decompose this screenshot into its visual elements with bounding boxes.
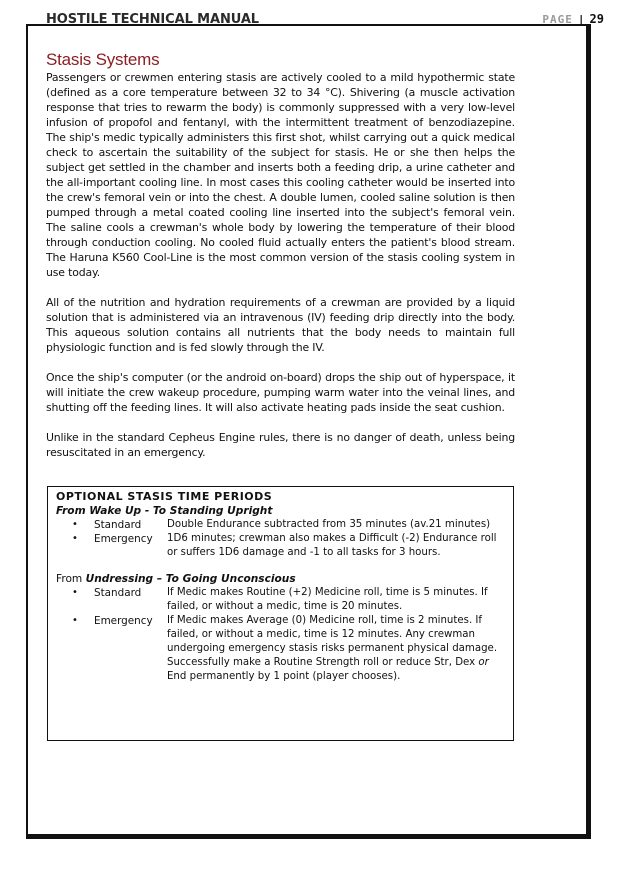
wake-up-standard-item bbox=[56, 518, 505, 532]
page-separator: | bbox=[577, 12, 585, 26]
paragraph-3: Once the ship's computer (or the android on-board) drops the ship out of hyperspace, it will initiate the crew wakeup procedure, pumping warm water into the veinal lines, and shutting off the feeding lines. It will also activate heating pads inside the seat cushion. bbox=[46, 371, 515, 414]
undressing-emergency-text-after: End permanently by 1 point (player chooses). bbox=[167, 671, 401, 682]
wake-up-heading: From Wake Up - To Standing Upright bbox=[56, 505, 273, 517]
wake-up-emergency-text: 1D6 minutes; crewman also makes a Difficult (-2) Endurance roll or suffers 1D6 damage and -1 to all tasks for 3 hours. bbox=[167, 533, 497, 558]
wake-up-standard-text: Double Endurance subtracted from 35 minutes (av.21 minutes) bbox=[167, 519, 491, 530]
paragraph-2: All of the nutrition and hydration requirements of a crewman are provided by a liquid solution that is administered via an intravenous (IV) feeding drip directly into the body. This aqueous solution contains all nutrients that the body needs to maintain full physiologic function and is fed slowly through the IV. bbox=[46, 296, 515, 354]
paragraph-1: Passengers or crewmen entering stasis are actively cooled to a mild hypothermic state (defined as a core temperature between 32 to 34 °C). Shivering (a muscle activation response that tries to rewarm the body) is commonly suppressed with a very low-level infusion of propofol and fentanyl, with the intermittent treatment of benzodiazepine. The ship's medic typically administers this first shot, whilst carrying out a quick medical check to ascertain the suitability of the subject for stasis. He or she then helps the subject get settled in the chamber and inserts both a feeding drip, a urine catheter and the all-important cooling line. In most cases this cooling catheter would be inserted into the crew's femoral vein or into the chest. A double lumen, cooled saline solution is then pumped through a metal coated cooling line inserted into the subject's femoral vein. The saline cools a crewman's whole body by lowering the temperature of their blood through conduction cooling. No cooled fluid actually enters the patient's blood stream. The Haruna K560 Cool-Line is the most common version of the stasis cooling system in use today. bbox=[46, 71, 515, 279]
section-title: Stasis Systems bbox=[46, 50, 160, 69]
page-label bbox=[542, 12, 604, 26]
page-number: 29 bbox=[589, 12, 604, 26]
undressing-heading-rest: Undressing – To Going Unconscious bbox=[85, 573, 296, 585]
bullet-icon: • bbox=[72, 615, 78, 626]
wake-up-emergency-item bbox=[56, 532, 505, 560]
bullet-icon: • bbox=[72, 519, 78, 530]
wake-up-emergency-label: Emergency bbox=[94, 533, 153, 545]
undressing-standard-label: Standard bbox=[94, 587, 142, 599]
undressing-emergency-item bbox=[56, 614, 505, 684]
undressing-emergency-label: Emergency bbox=[94, 615, 153, 627]
box-title: OPTIONAL STASIS TIME PERIODS bbox=[56, 490, 273, 503]
undressing-emergency-text bbox=[167, 614, 505, 684]
bullet-icon: • bbox=[72, 587, 78, 598]
bullet-icon: • bbox=[72, 533, 78, 544]
undressing-standard-item bbox=[56, 586, 505, 614]
manual-title: HOSTILE TECHNICAL MANUAL bbox=[46, 12, 259, 27]
undressing-standard-text: If Medic makes Routine (+2) Medicine roll, time is 5 minutes. If failed, or without a medic, time is 20 minutes. bbox=[167, 587, 488, 612]
undressing-heading-prefix: From bbox=[56, 573, 86, 585]
undressing-emergency-text-before: If Medic makes Average (0) Medicine roll, time is 2 minutes. If failed, or without a medic, time is 12 minutes. Any crewman undergoing emergency stasis risks permanent physical damage. Successfully make a Routine Strength roll or reduce Str, Dex bbox=[167, 615, 498, 668]
page-word: PAGE bbox=[542, 12, 573, 26]
undressing-emergency-text-or: or bbox=[478, 657, 489, 668]
body-text bbox=[46, 70, 515, 460]
page-header bbox=[46, 12, 604, 30]
undressing-heading bbox=[56, 572, 505, 586]
wake-up-standard-label: Standard bbox=[94, 519, 142, 531]
paragraph-4: Unlike in the standard Cepheus Engine rules, there is no danger of death, unless being resuscitated in an emergency. bbox=[46, 431, 515, 459]
optional-rules-box bbox=[47, 486, 514, 741]
